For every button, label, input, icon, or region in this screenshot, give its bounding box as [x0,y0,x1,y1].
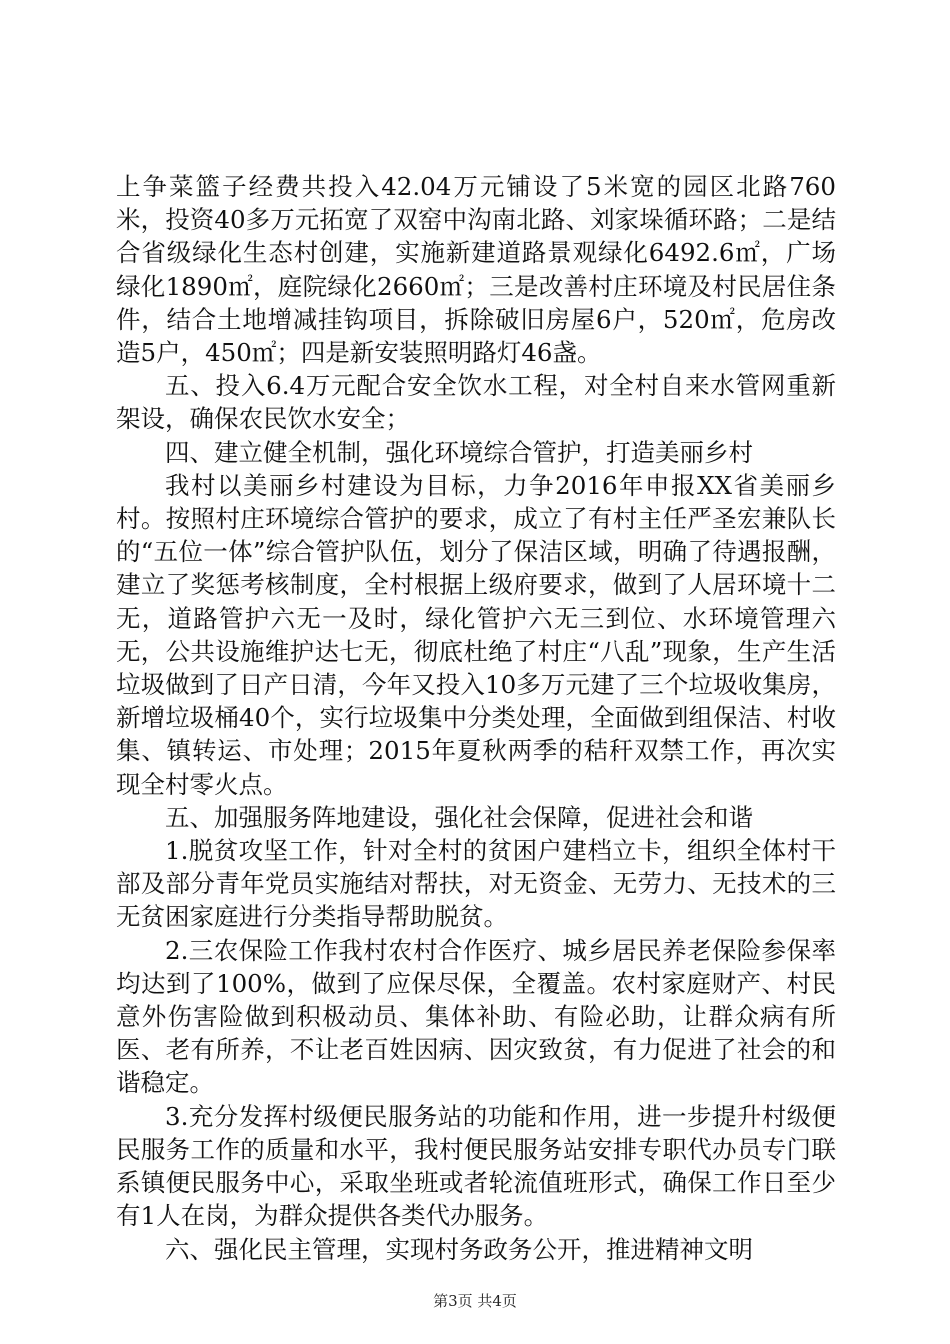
page-number-footer: 第3页 共4页 [433,1292,517,1310]
paragraph-2: 五、投入6.4万元配合安全饮水工程，对全村自来水管网重新架设，确保农民饮水安全； [116,371,836,434]
document-body [116,170,836,1266]
paragraph-1: 上争菜篮子经费共投入42.04万元铺设了5米宽的园区北路760米，投资40多万元拓宽了双窑中沟南北路、刘家垛循环路；二是结合省级绿化生态村创建，实施新建道路景观绿化6492.6㎡，广场绿化1890㎡，庭院绿化2660㎡；三是改善村庄环境及村民居住条件，结合土地增减挂钩项目，拆除破旧房屋6户，520㎡，危房改造5户，450㎡；四是新安装照明路灯46盏。 [116,172,836,368]
section-heading-5: 五、加强服务阵地建设，强化社会保障，促进社会和谐 [165,802,753,832]
paragraph-3: 我村以美丽乡村建设为目标，力争2016年申报XX省美丽乡村。按照村庄环境综合管护的要求，成立了有村主任严圣宏兼队长的“五位一体”综合管护队伍，划分了保洁区域，明确了待遇报酬，建立了奖惩考核制度，全村根据上级府要求，做到了人居环境十二无，道路管护六无一及时，绿化管护六无三到位、水环境管理六无，公共设施维护达七无，彻底杜绝了村庄“八乱”现象，生产生活垃圾做到了日产日清，今年又投入10多万元建了三个垃圾收集房，新增垃圾桶40个，实行垃圾集中分类处理，全面做到组保洁、村收集、镇转运、市处理；2015年夏秋两季的秸秆双禁工作，再次实现全村零火点。 [116,470,836,799]
paragraph-item-2: 2.三农保险工作我村农村合作医疗、城乡居民养老保险参保率均达到了100%，做到了应保尽保，全覆盖。农村家庭财产、村民意外伤害险做到积极动员、集体补助、有险必助，让群众病有所医、老有所养，不让老百姓因病、因灾致贫，有力促进了社会的和谐稳定。 [116,935,836,1098]
paragraph-item-3: 3.充分发挥村级便民服务站的功能和作用，进一步提升村级便民服务工作的质量和水平，我村便民服务站安排专职代办员专门联系镇便民服务中心，采取坐班或者轮流值班形式，确保工作日至少有1人在岗，为群众提供各类代办服务。 [116,1101,836,1231]
section-heading-6: 六、强化民主管理，实现村务政务公开，推进精神文明 [165,1234,753,1264]
section-heading-4: 四、建立健全机制，强化环境综合管护，打造美丽乡村 [165,437,753,467]
paragraph-item-1: 1.脱贫攻坚工作，针对全村的贫困户建档立卡，组织全体村干部及部分青年党员实施结对帮扶，对无资金、无劳力、无技术的三无贫困家庭进行分类指导帮助脱贫。 [116,836,836,932]
